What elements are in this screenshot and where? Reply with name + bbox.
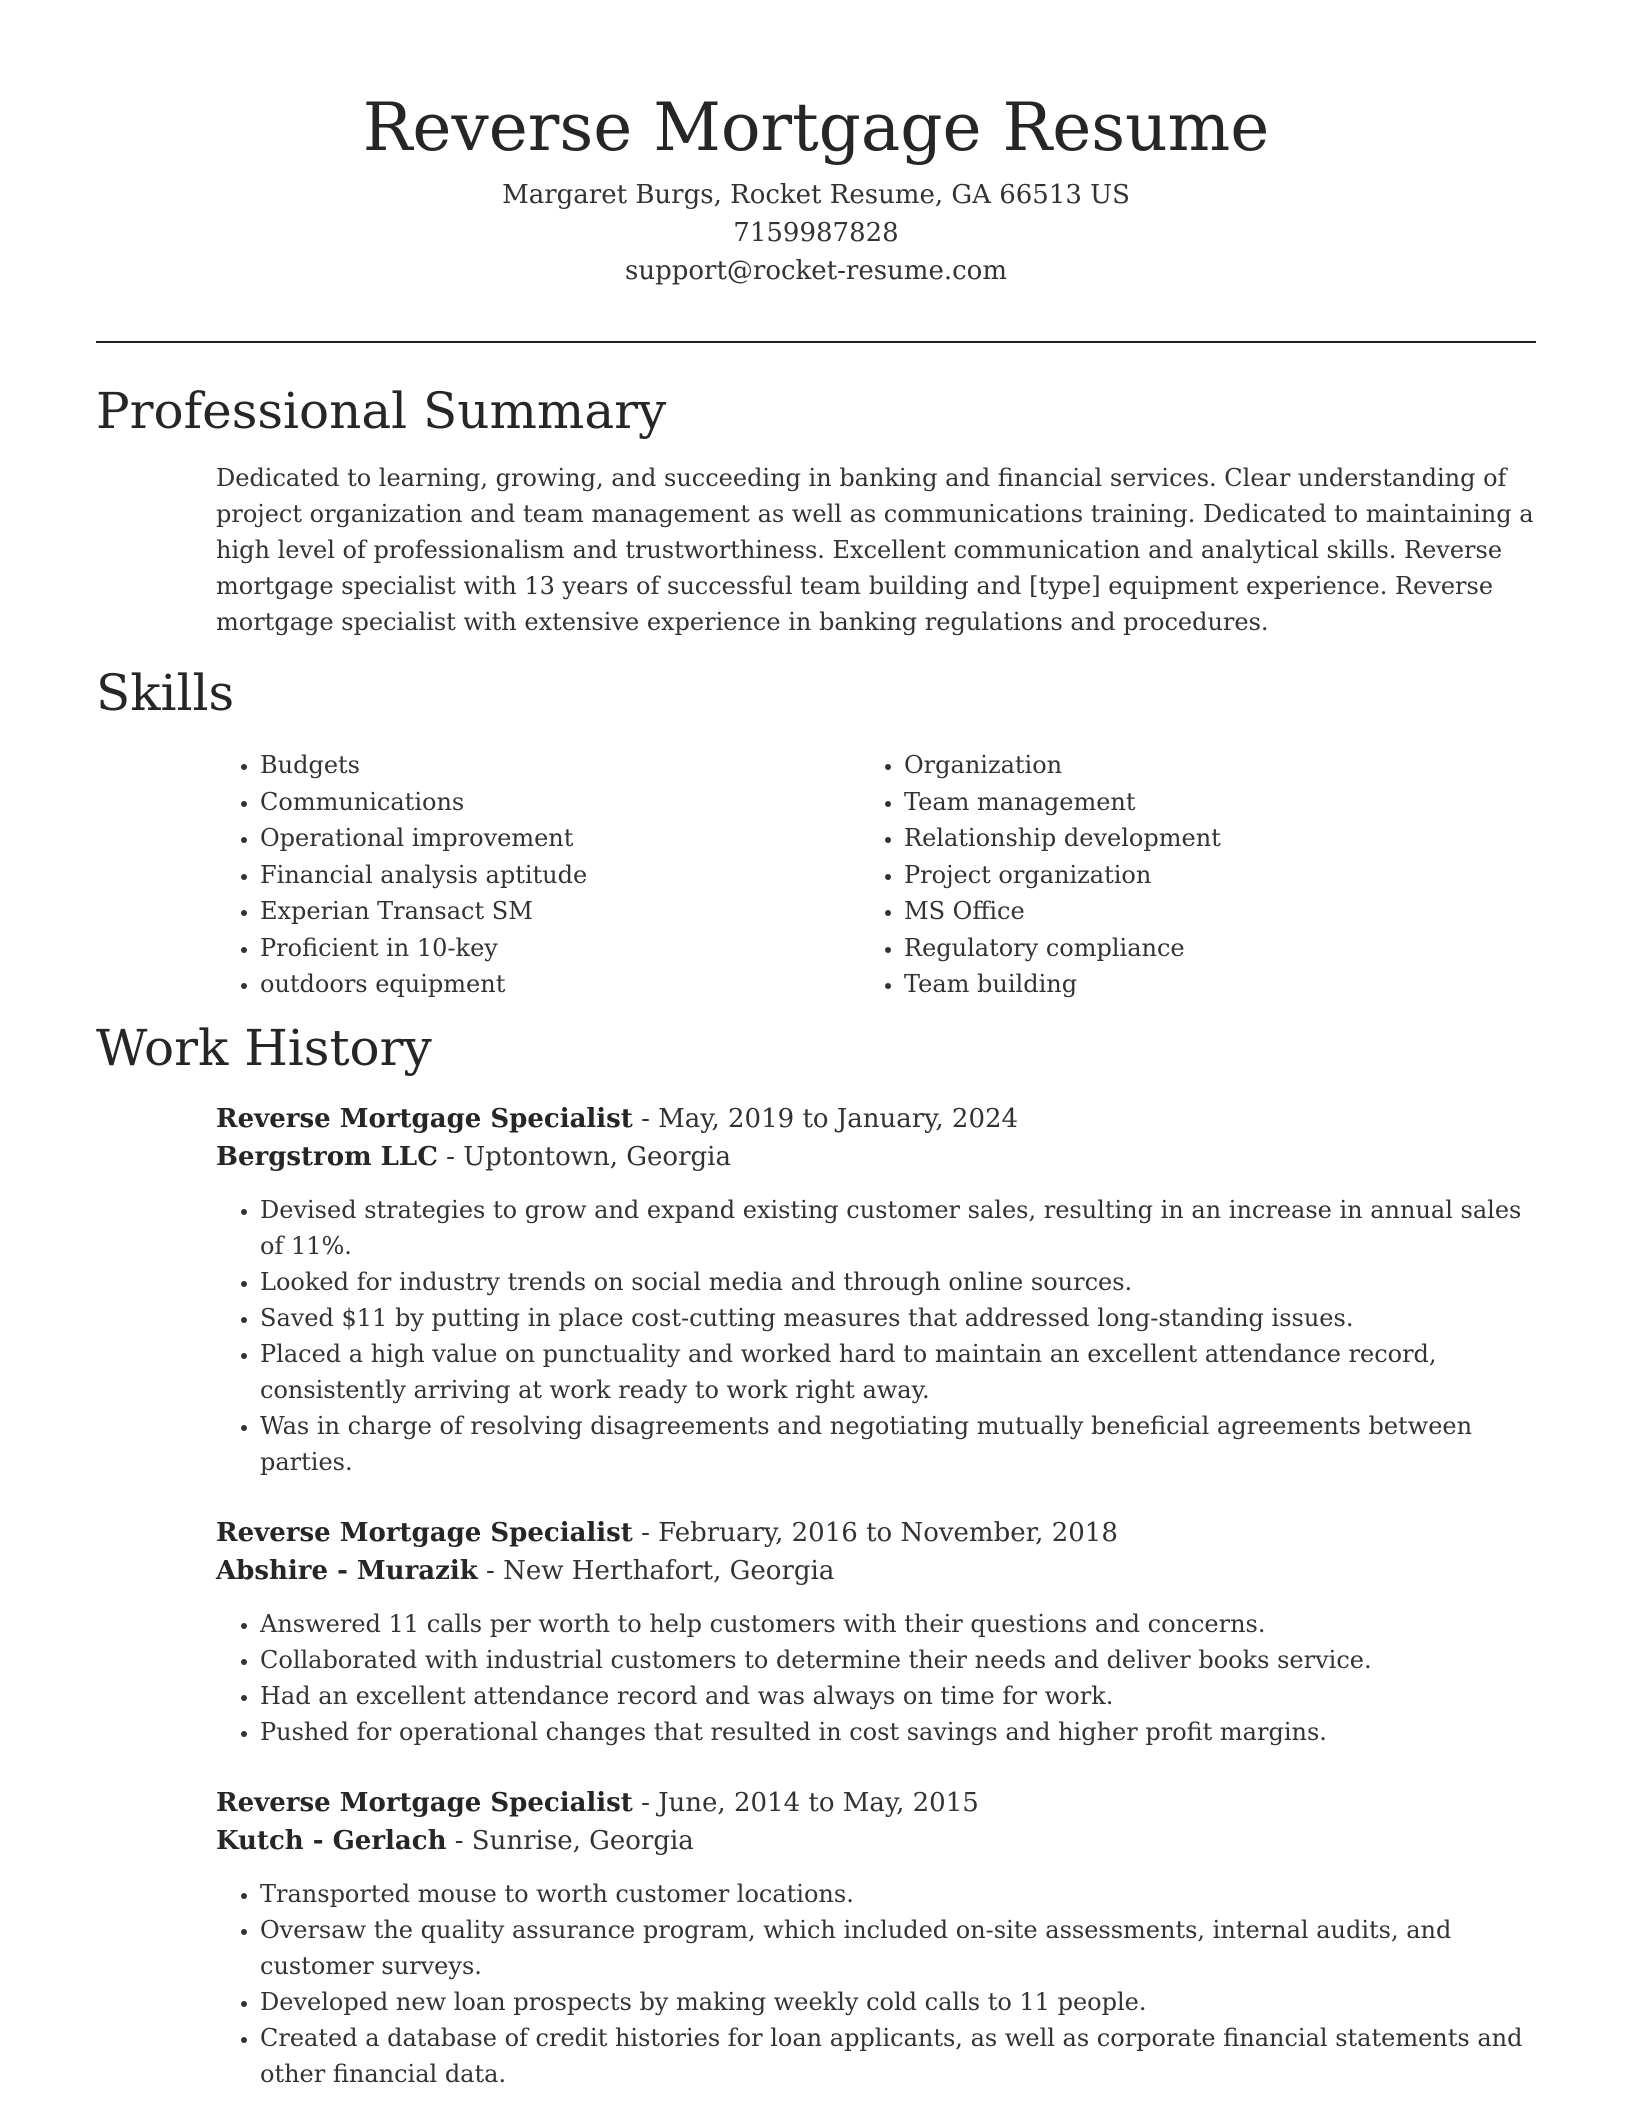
contact-address: Margaret Burgs, Rocket Resume, GA 66513 US — [502, 180, 1130, 210]
skill-item: • Proficient in 10-key — [260, 930, 860, 967]
skills-heading: Skills — [96, 664, 235, 722]
job-bullets — [216, 1876, 1540, 2092]
contact-phone: 7159987828 — [733, 218, 899, 248]
skill-item: • Team building — [904, 966, 1544, 1003]
job-bullet: • Transported mouse to worth customer locations. — [260, 1876, 1540, 1912]
job-location: - Uptontown, Georgia — [437, 1142, 731, 1172]
job-title: Reverse Mortgage Specialist — [216, 1788, 633, 1818]
job-bullet: • Placed a high value on punctuality and worked hard to maintain an excellent attendance record, consistently arriving at work ready to work right away. — [260, 1336, 1540, 1408]
job-bullet: • Was in charge of resolving disagreements and negotiating mutually beneficial agreements between parties. — [260, 1408, 1540, 1480]
skill-item: • Financial analysis aptitude — [260, 857, 860, 894]
resume-title: Reverse Mortgage Resume — [362, 89, 1270, 166]
job-bullet: • Collaborated with industrial customers to determine their needs and deliver books service. — [260, 1642, 1540, 1678]
job-bullets — [216, 1606, 1540, 1750]
job-title-line — [216, 1514, 1540, 1552]
job-location: - Sunrise, Georgia — [446, 1826, 694, 1856]
job-entry — [216, 1784, 1540, 2092]
job-title: Reverse Mortgage Specialist — [216, 1104, 633, 1134]
skills-list-left — [216, 747, 860, 1003]
skill-item: • Budgets — [260, 747, 860, 784]
skill-item: • Organization — [904, 747, 1544, 784]
job-bullet: • Looked for industry trends on social media and through online sources. — [260, 1264, 1540, 1300]
job-title: Reverse Mortgage Specialist — [216, 1518, 633, 1548]
resume-header — [96, 82, 1536, 290]
job-title-line — [216, 1784, 1540, 1822]
skill-item: • Project organization — [904, 857, 1544, 894]
job-bullet: • Oversaw the quality assurance program, which included on-site assessments, internal audits, and customer surveys. — [260, 1912, 1540, 1984]
summary-text: Dedicated to learning, growing, and succeeding in banking and financial services. Clear understanding of project organization and team management as well as communications training. Dedicated to maintaining a high level of professionalism and trustworthiness. Excellent communication and analytical skills. Reverse mortgage specialist with 13 years of successful team building and [type] equipment experience. Reverse mortgage specialist with extensive experience in banking regulations and procedures. — [216, 464, 1534, 636]
skill-item: • outdoors equipment — [260, 966, 860, 1003]
skill-item: • Relationship development — [904, 820, 1544, 857]
job-bullet: • Answered 11 calls per worth to help customers with their questions and concerns. — [260, 1606, 1540, 1642]
work-history-heading: Work History — [96, 1019, 432, 1077]
contact-email: support@rocket-resume.com — [624, 256, 1007, 286]
job-company-line — [216, 1822, 1540, 1860]
job-entry — [216, 1514, 1540, 1750]
skill-item: • Regulatory compliance — [904, 930, 1544, 967]
skill-item: • Team management — [904, 784, 1544, 821]
job-bullet: • Saved $11 by putting in place cost-cutting measures that addressed long-standing issues. — [260, 1300, 1540, 1336]
skill-item: • Operational improvement — [260, 820, 860, 857]
job-company: Bergstrom LLC — [216, 1142, 438, 1172]
job-bullet: • Pushed for operational changes that resulted in cost savings and higher profit margins. — [260, 1714, 1540, 1750]
skill-item: • Experian Transact SM — [260, 893, 860, 930]
job-bullet: • Developed new loan prospects by making weekly cold calls to 11 people. — [260, 1984, 1540, 2020]
skill-item: • MS Office — [904, 893, 1544, 930]
job-company: Kutch - Gerlach — [216, 1826, 447, 1856]
job-location: - New Herthafort, Georgia — [477, 1556, 835, 1586]
summary-heading: Professional Summary — [96, 382, 667, 440]
job-dates: - June, 2014 to May, 2015 — [632, 1788, 979, 1818]
job-title-line — [216, 1100, 1540, 1138]
job-bullets — [216, 1192, 1540, 1480]
job-dates: - February, 2016 to November, 2018 — [632, 1518, 1118, 1548]
job-bullet: • Created a database of credit histories for loan applicants, as well as corporate financial statements and other financial data. — [260, 2020, 1540, 2092]
job-company: Abshire - Murazik — [216, 1556, 478, 1586]
job-company-line — [216, 1138, 1540, 1176]
header-divider — [96, 341, 1536, 343]
job-bullet: • Devised strategies to grow and expand existing customer sales, resulting in an increase in annual sales of 11%. — [260, 1192, 1540, 1264]
job-dates: - May, 2019 to January, 2024 — [632, 1104, 1019, 1134]
skill-item: • Communications — [260, 784, 860, 821]
job-bullet: • Had an excellent attendance record and was always on time for work. — [260, 1678, 1540, 1714]
job-entry — [216, 1100, 1540, 1480]
skills-list-right — [860, 747, 1544, 1003]
job-company-line — [216, 1552, 1540, 1590]
